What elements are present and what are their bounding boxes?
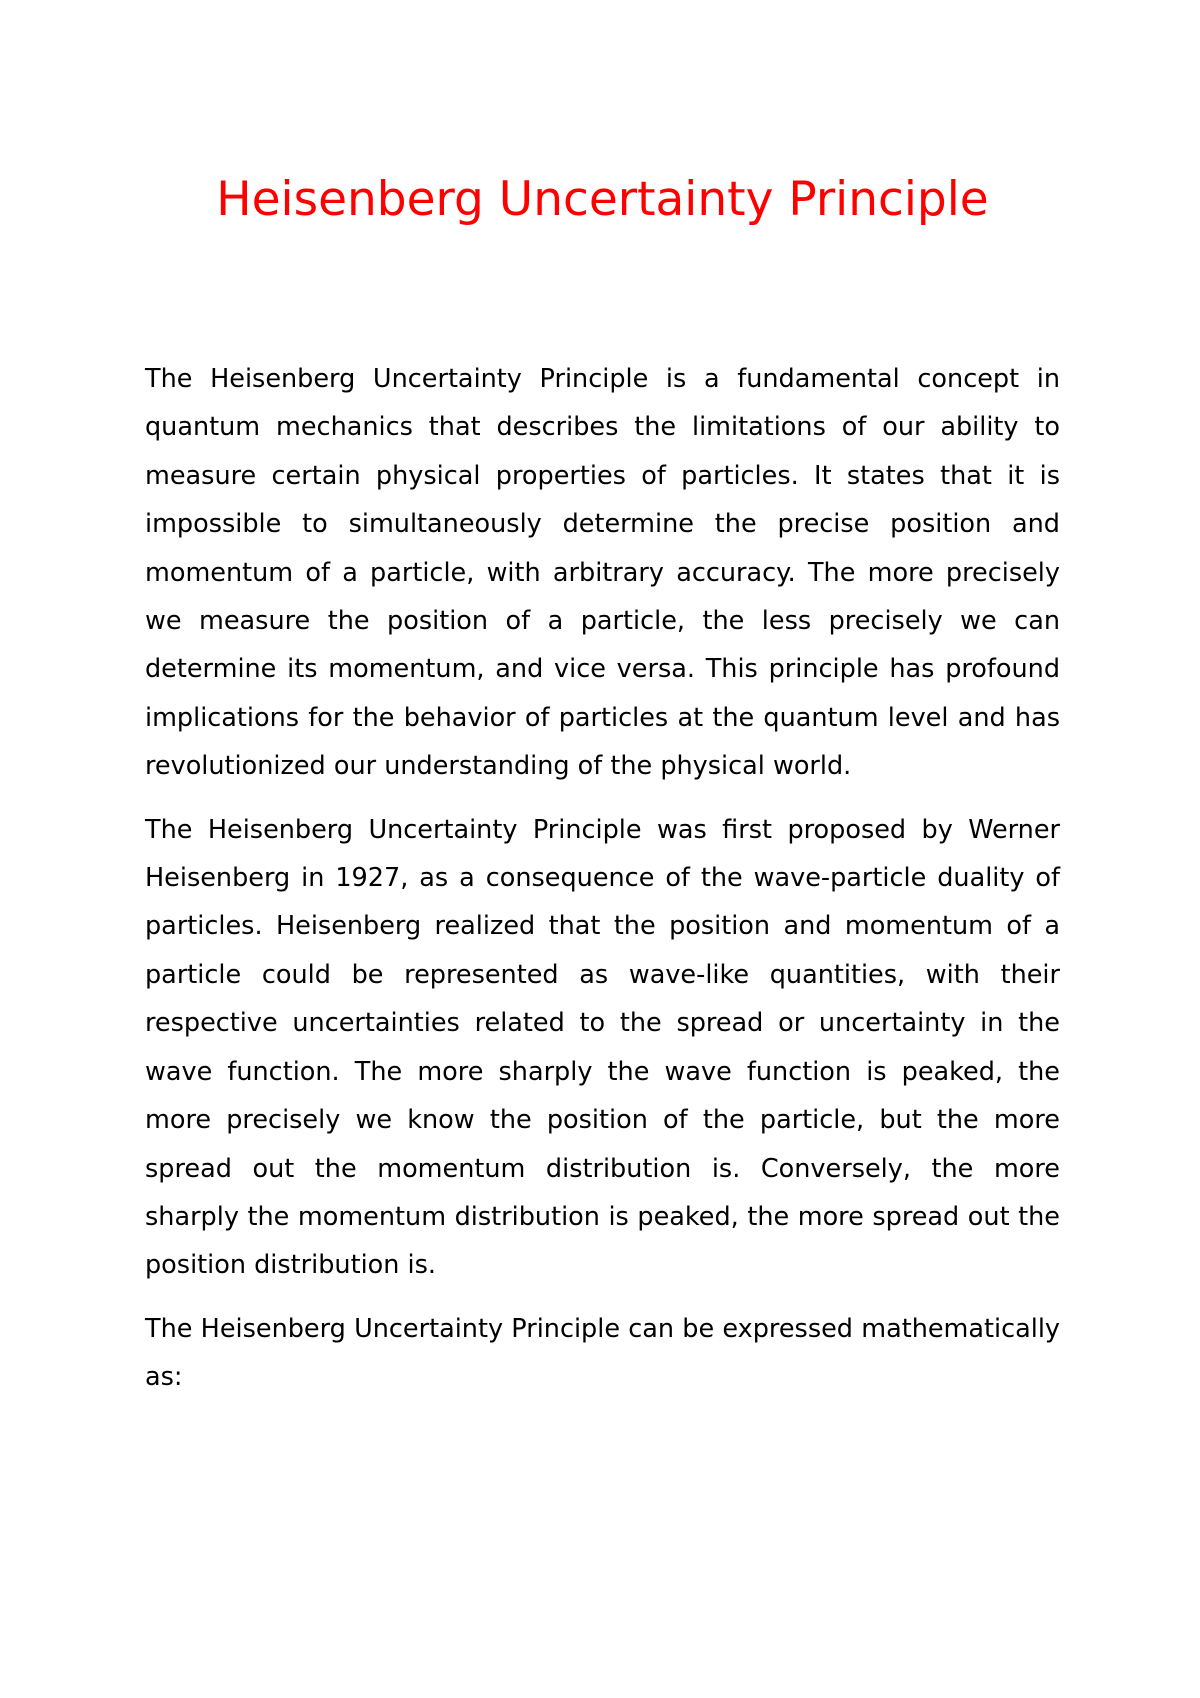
paragraph-mathematical-expression: The Heisenberg Uncertainty Principle can be expressed mathematically as: [145, 1313, 1060, 1393]
paragraph-history: The Heisenberg Uncertainty Principle was first proposed by Werner Heisenberg in 1927, as a consequence of the wave-particle duality of particles. Heisenberg realized that the position and momentum of a particle could be represented as wave-like quantities, with their respective uncertainties related to the spread or uncertainty in the wave function. The more sharply the wave function is peaked, the more precisely we know the position of the particle, but the more spread out the momentum distribution is. Conversely, the more sharply the momentum distribution is peaked, the more spread out the position distribution is. [145, 814, 1060, 1281]
paragraph-introduction: The Heisenberg Uncertainty Principle is a fundamental concept in quantum mechanics that describes the limitations of our ability to measure certain physical properties of particles. It states that it is impossible to simultaneously determine the precise position and momentum of a particle, with arbitrary accuracy. The more precisely we measure the position of a particle, the less precisely we can determine its momentum, and vice versa. This principle has profound implications for the behavior of particles at the quantum level and has revolutionized our understanding of the physical world. [145, 364, 1060, 782]
document-body [145, 355, 1060, 1417]
document-title: Heisenberg Uncertainty Principle [216, 172, 989, 227]
